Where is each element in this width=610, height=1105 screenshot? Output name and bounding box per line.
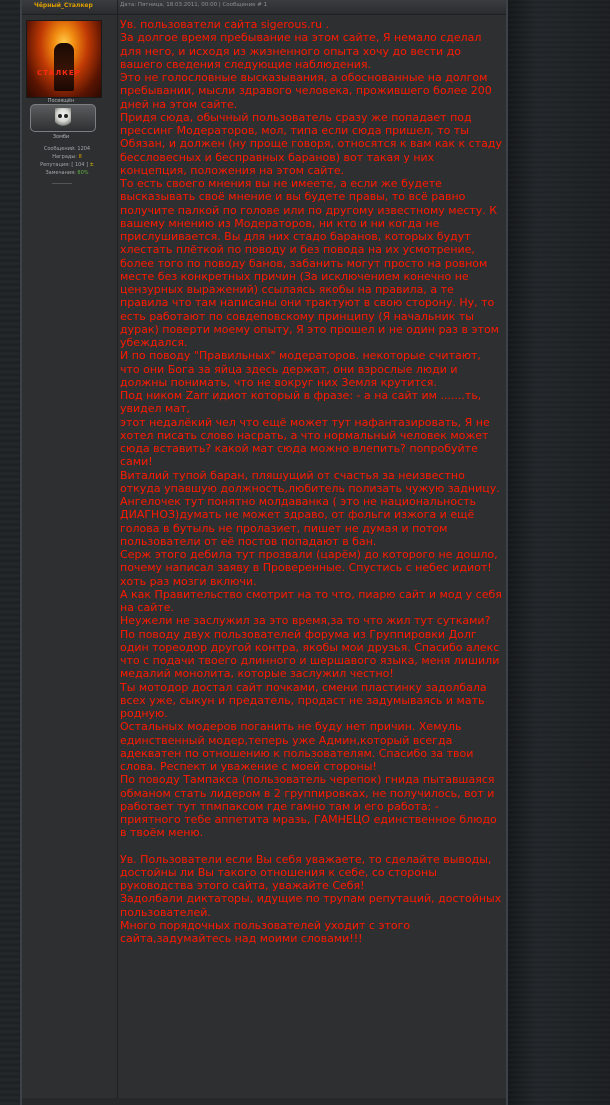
message-paragraph: По поводу Тампакса (пользователь черепок) гнида пытавшаяся обманом стать лидером в 2 группировках, не получилось, вот и работает тут тпмпаксом где гамно там и его работа: - приятного тебе аппетита мразь, ГАМНЕЦО единственное блюдо в твоём меню. [120, 773, 497, 840]
message-paragraph: Ув. Пользователи если Вы себя уважаете, то сделайте выводы, достойны ли Вы такого отношения к себе, со стороны руководства этого сайта, уважайте Себя! [120, 852, 492, 892]
frame-edge-right [506, 0, 508, 1105]
author-sidebar [22, 15, 117, 215]
message-paragraph: этот недалёкий чел что ещё может тут нафантазировать, Я не хотел писать слово насрать, а что нормальный человек может сюда вставить? какой мат сюда можно влепить? попробуйте сами! [120, 415, 490, 469]
author-name-link[interactable]: Чёрный_Сталкер [34, 2, 93, 9]
rank-name: Зомби [52, 134, 70, 140]
avatar[interactable] [26, 20, 102, 98]
messages-stat [22, 145, 112, 153]
reputation-change-button[interactable]: ± [89, 162, 94, 168]
reputation-label: Репутация: [40, 162, 70, 168]
reputation-link[interactable]: [ 104 ] [71, 162, 89, 168]
avatar-figure [54, 43, 74, 91]
rank-label: Посвящён [47, 98, 75, 104]
message-paragraph: Неужели не заслужил за это время,за то что жил тут сутками? [120, 614, 491, 628]
post-header [22, 0, 506, 15]
warnings-stat [22, 169, 112, 177]
message-paragraph: А как Правительство смотрит на то что, пиарю сайт и мод у себя на сайте. [120, 587, 502, 614]
sidebar-separator [52, 183, 72, 184]
avatar-logo-text: СТАЛКЕР [37, 69, 81, 77]
post-footer [22, 1098, 506, 1105]
message-paragraph: Много порядочных пользователей уходит с этого сайта,задумайтесь над моими словами!!! [120, 918, 411, 945]
column-divider [117, 0, 118, 1105]
page-background-left [0, 0, 20, 1105]
rank-image [30, 104, 96, 132]
message-paragraph: Это не голословные высказывания, а обоснованные на долгом пребывании, мысли здравого человека, прожившего более 200 дней на этом сайте. [120, 71, 492, 111]
user-stats [22, 145, 112, 177]
message-paragraph: Под ником Zarr идиот который в фразе: - а на сайт им .......ть, увидел мат, [120, 389, 482, 416]
awards-stat [22, 153, 112, 161]
message-paragraph: По поводу двух пользователей форума из Группировки Долг один тореодор другой контра, якобы мои друзья. Спасибо алекс что с подачи твоего длинного и шершавого языка, меня лишили медалий монолита, которые заслужил честно! [120, 627, 500, 681]
post-date: Дата: Пятница, 18.03.2011, 00:00 | Сообщение # 1 [120, 2, 268, 8]
forum-post [22, 0, 506, 1105]
message-paragraph: Серж этого дебила тут прозвали (царём) до которого не дошло, почему написал заяву в Проверенные. Спустись с небес идиот! хоть раз мозги включи. [120, 548, 498, 588]
message-paragraph: Ув. пользователи сайта sigerous.ru . [120, 18, 330, 31]
message-paragraph: Ты мотодор достал сайт почками, смени пластинку задолбала всех уже, сыкун и предатель, продаст не задумываясь и мать родную. [120, 680, 487, 720]
message-paragraph: За долгое время пребывание на этом сайте, Я немало сделал для него, и исходя из жизненного опыта хочу до вести до вашего сведения следующие наблюдения. [120, 31, 482, 71]
reputation-stat [22, 161, 112, 169]
awards-link[interactable]: 8 [78, 154, 82, 160]
skull-icon [55, 108, 71, 126]
warnings-value: 80% [77, 170, 89, 176]
message-paragraph: Ангелочек тут понятно молдаванка ( это не национальность ДИАГНОЗ)думать не может здраво, от фольги изжога и ещё голова в бутыль не пролазиет, пишет не думая и потом пользователи от её постов попадают в бан. [120, 495, 477, 548]
post-message-body [120, 18, 502, 945]
paragraph-gap [120, 840, 502, 853]
message-paragraph: И по поводу "Правильных" модераторов. некоторые считают, что они Бога за яйца здесь держат, они взрослые люди и должны понимать, что не вокруг них Земля крутится. [120, 349, 481, 389]
message-paragraph: Придя сюда, обычный пользователь сразу же попадает под прессинг Модераторов, мол, типа если сюда пришел, то ты Обязан, и должен (ну проще говоря, относятся к вам как к стаду бессловесных и бесправных баранов) вот такая у них концепция, положения на этом сайте. [120, 110, 502, 177]
messages-value: 1204 [77, 146, 91, 152]
message-paragraph: Задолбали диктаторы, идущие по трупам репутаций, достойных пользователей. [120, 892, 502, 919]
message-paragraph: Остальных модеров поганить не буду нет причин. Хемуль единственный модер,теперь уже Админ,который всегда адекватен по отношению к пользователям. Спасибо за твои слова. Респект и уважение с моей стороны! [120, 720, 474, 773]
page-background-right [508, 0, 610, 1105]
awards-label: Награды: [52, 154, 77, 160]
message-paragraph: То есть своего мнения вы не имеете, а если же будете высказывать своё мнение и вы будете правы, то всё равно получите палкой по голове или по другому известному месту. К вашему мнению из Модераторов, ни кто и ни когда не прислушивается. Вы для них стадо баранов, которых будут хлестать плёткой по поводу и без повода на их усмотрение, более того по поводу банов, забанить могут просто на ровном месте без конкретных причин (За исключением конечно не цензурных выражений) ссылаясь якобы на правила, а те правила что там написаны они трактуют в свою сторону. Ну, то есть работают по совдеповскому принципу (Я начальник ты дурак) поверти моему опыту, Я это прошел и не один раз в этом убеждался. [120, 177, 499, 349]
message-paragraph: Виталий тупой баран, пляшущий от счастья за неизвестно откуда упавшую должность,любитель полизать чужую задницу. [120, 468, 500, 495]
warnings-label: Замечания: [45, 170, 76, 176]
messages-label: Сообщений: [43, 146, 76, 152]
